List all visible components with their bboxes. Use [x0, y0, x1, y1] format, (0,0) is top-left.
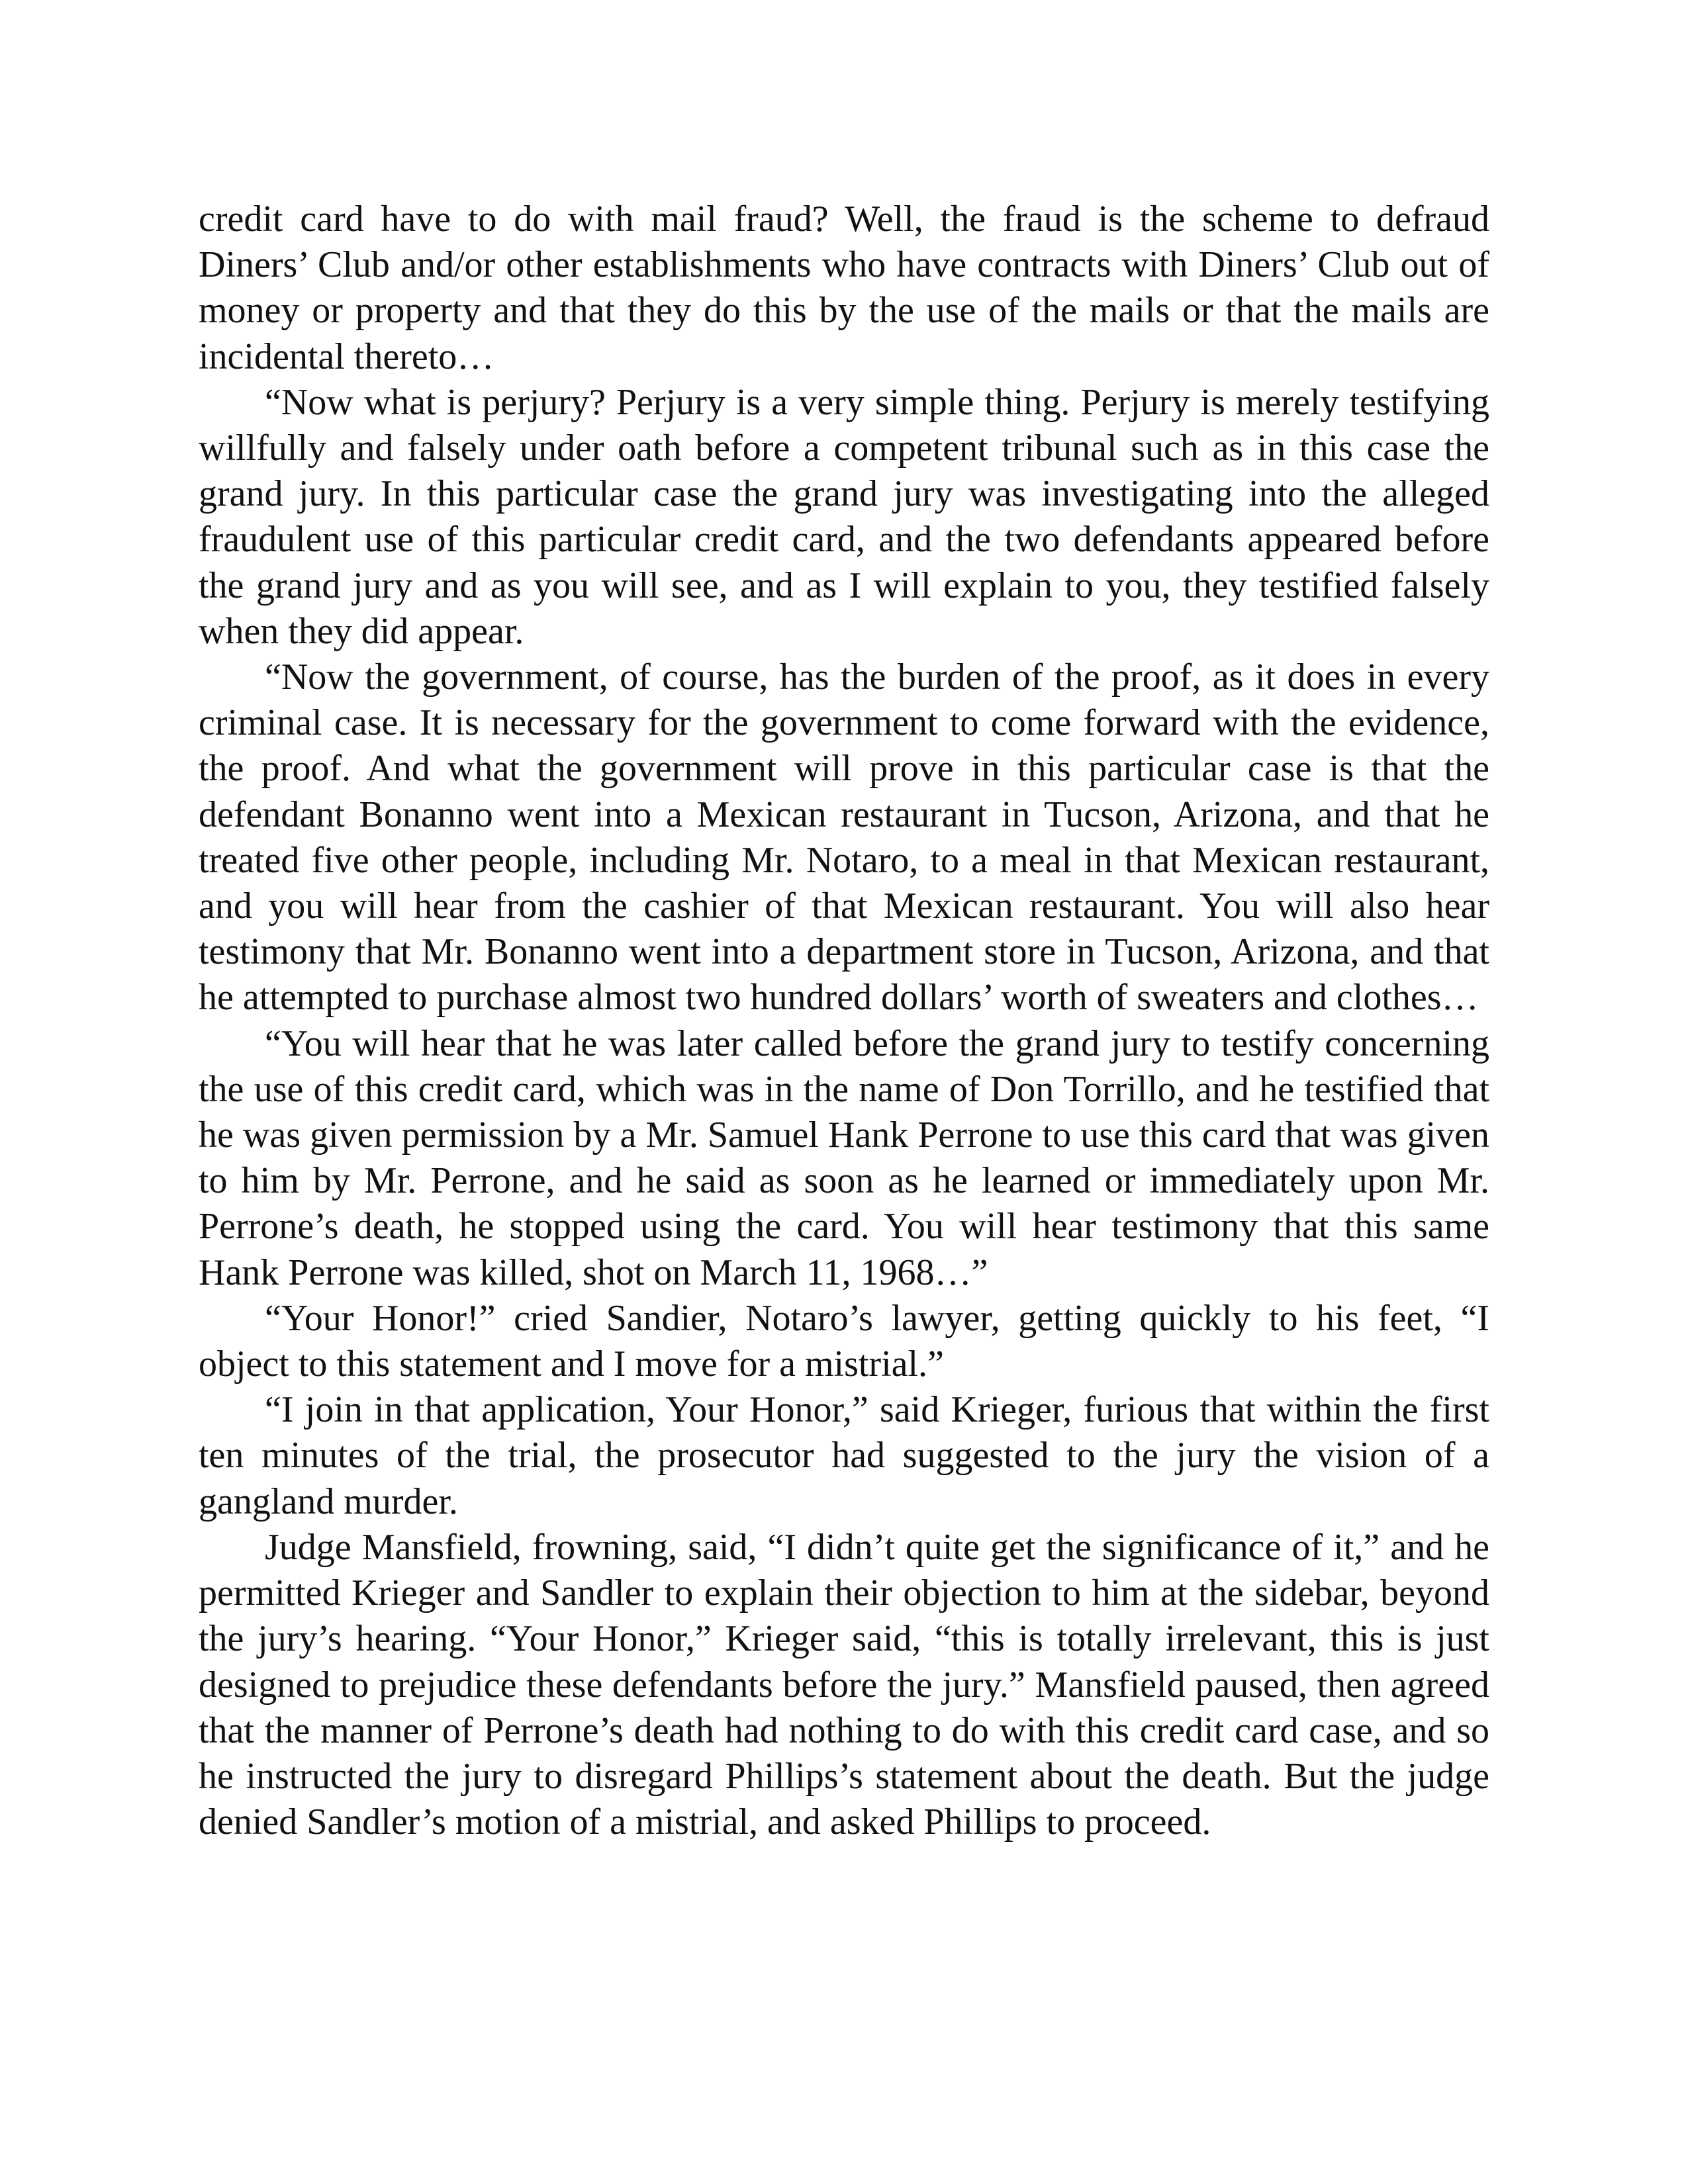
paragraph: “Now the government, of course, has the burden of the proof, as it does in every criminal case. It is necessary for the government to come forward with the evidence, the proof. And what the government will prove in this particular case is that the defendant Bonanno went into a Mexican restaurant in Tucson, Arizona, and that he treated five other people, including Mr. Notaro, to a meal in that Mexican restaurant, and you will hear from the cashier of that Mexican restaurant. You will also hear testimony that Mr. Bonanno went into a department store in Tucson, Arizona, and that he attempted to purchase almost two hundred dollars’ worth of sweaters and clothes… — [199, 657, 1489, 1019]
paragraph: “Your Honor!” cried Sandier, Notaro’s lawyer, getting quickly to his feet, “I object to this statement and I move for a mistrial.” — [199, 1297, 1489, 1385]
paragraph: “You will hear that he was later called before the grand jury to testify concerning the use of this credit card, which was in the name of Don Torrillo, and he testified that he was given permission by a Mr. Samuel Hank Perrone to use this card that was given to him by Mr. Perrone, and he said as soon as he learned or immediately upon Mr. Perrone’s death, he stopped using the card. You will hear testimony that this same Hank Perrone was killed, shot on March 11, 1968…” — [199, 1023, 1489, 1293]
paragraph: Judge Mansfield, frowning, said, “I didn’t quite get the significance of it,” and he permitted Krieger and Sandler to explain their objection to him at the sidebar, beyond the jury’s hearing. “Your Honor,” Krieger said, “this is totally irrelevant, this is just designed to prejudice these defendants before the jury.” Mansfield paused, then agreed that the manner of Perrone’s death had nothing to do with this credit card case, and so he instructed the jury to disregard Phillips’s statement about the death. But the judge denied Sandler’s motion of a mistrial, and asked Phillips to proceed. — [199, 1526, 1489, 1843]
paragraph: “I join in that application, Your Honor,” said Krieger, furious that within the first ten minutes of the trial, the prosecutor had suggested to the jury the vision of a gangland murder. — [199, 1389, 1489, 1522]
paragraph: “Now what is perjury? Perjury is a very simple thing. Perjury is merely testifying willfully and falsely under oath before a competent tribunal such as in this case the grand jury. In this particular case the grand jury was investigating into the alleged fraudulent use of this particular credit card, and the two defendants appeared before the grand jury and as you will see, and as I will explain to you, they testified falsely when they did appear. — [199, 381, 1489, 652]
body-text — [199, 197, 1489, 1845]
paragraph: credit card have to do with mail fraud? Well, the fraud is the scheme to defraud Diners’ Club and/or other establishments who have contracts with Diners’ Club out of money or property and that they do this by the use of the mails or that the mails are incidental thereto… — [199, 199, 1489, 377]
